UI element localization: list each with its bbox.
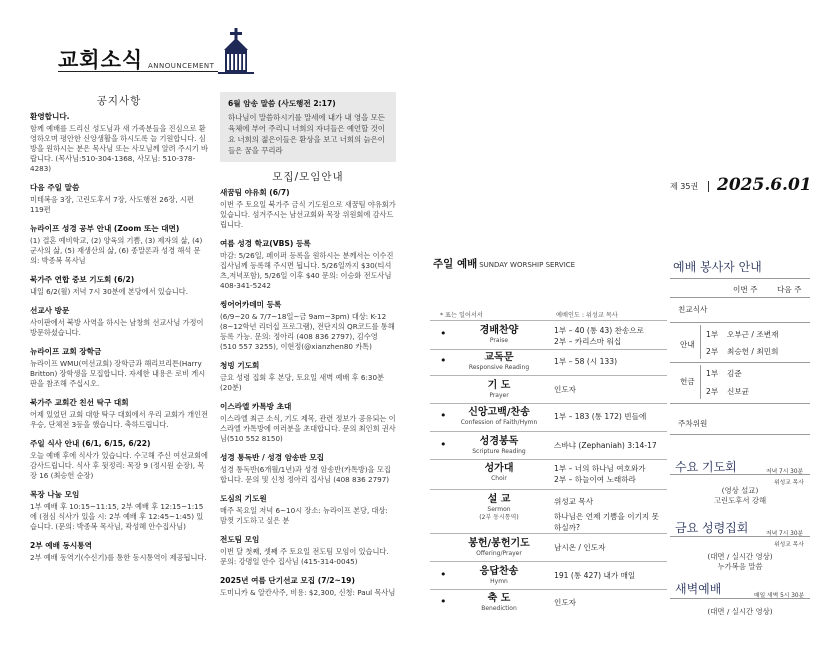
worship-title-ko: 주일 예배 xyxy=(433,258,478,270)
notice-title: 목장 나눔 모임 xyxy=(30,490,80,499)
gathering-body: 이스라엘 최근 소식, 기도 제목, 관련 정보가 공유되는 이스라엘 카톡방에 여러분을 초대합니다. 문의 최인희 권사님(510 552 8150) xyxy=(220,414,396,443)
gathering-body: 매주 목요일 저녁 6~10시 장소: 뉴라이프 본당, 대상: 맘껏 기도하고 싶은 분 xyxy=(220,506,388,525)
worship-item-value: 1부 – 183 (통 172) 빈들에 xyxy=(554,412,647,421)
memory-verse-box xyxy=(220,92,396,162)
page-subtitle: ANNOUNCEMENT xyxy=(148,62,215,70)
worship-item-ko: 성경봉독 xyxy=(479,436,519,447)
divider xyxy=(430,320,667,321)
divider xyxy=(700,325,701,359)
prayer-time: 저녁 7시 30분 xyxy=(766,469,804,475)
worship-item-en: Confession of Faith/Hymn xyxy=(460,419,538,426)
notice-title: 환영합니다. xyxy=(30,112,70,121)
notice-item xyxy=(30,347,208,389)
notice-body: 내일 6/2(월) 저녁 7시 30분에 본당에서 있습니다. xyxy=(30,287,188,296)
divider xyxy=(430,533,667,534)
header-rule xyxy=(58,71,218,72)
notice-title: 뉴라이프 성경 공부 안내 (Zoom 또는 대면) xyxy=(30,224,180,233)
prayer-title: 금요 성령집회 xyxy=(675,521,749,535)
worship-item-value: 2부 – 카리스마 워십 xyxy=(554,337,622,346)
notice-body: 함께 예배를 드리신 성도님과 새 가족분들을 진심으로 환영하오며 평안한 신앙생활을 하시도록 늘 기원합니다. 심방을 원하시는 분은 목사님 또는 사모님께 알려 주시기 바랍니다. (목사님:510-304-1368, 사모님: 510-378-4283) xyxy=(30,124,208,173)
notice-body: 어제 있었던 교회 대항 탁구 대회에서 우리 교회가 개인전 우승, 단체전 3등을 했습니다. 축하드립니다. xyxy=(30,410,208,429)
notice-body: 뉴라이프 WMU(여선교회) 장학금과 해리브리튼(Harry Britton) 장학생을 모집합니다. 자세한 내용은 로비 게시판을 참조해 주십시오. xyxy=(30,359,206,388)
notice-item xyxy=(30,112,208,174)
worship-item-ko: 봉헌/봉헌기도 xyxy=(468,538,530,549)
worship-item-en: Sermon xyxy=(487,506,511,513)
gathering-title: 성경 통독반 / 성경 암송반 모집 xyxy=(220,453,325,462)
divider xyxy=(670,598,810,599)
gathering-item xyxy=(220,239,396,291)
stand-bullet: • xyxy=(440,327,447,340)
prayer-note: (대면 / 실시간 영상) xyxy=(707,552,773,561)
usher-this: 최승헌 / 최민희 xyxy=(727,347,779,356)
gatherings-column xyxy=(220,92,396,607)
notice-item xyxy=(30,183,208,215)
gathering-body: 도미니카 & 알칸사주, 비용: $2,300, 신청: Paul 목사님 xyxy=(220,588,396,597)
usher-this: 오부근 / 조변재 xyxy=(727,330,779,339)
gathering-item xyxy=(220,494,396,526)
issue-number: 제 35권 xyxy=(670,182,699,191)
notice-title: 선교사 방문 xyxy=(30,306,70,315)
verse-body: 하나님이 말씀하시기를 말세에 내가 내 영을 모든 육체에 부어 주리니 너희의 자녀들은 예언할 것이요 너희의 젊은이들은 환상을 보고 너희의 늙은이들은 꿈을 꾸리라 xyxy=(228,113,385,155)
usher-label: 안내 xyxy=(680,340,695,349)
worship-item-ko: 축 도 xyxy=(487,593,511,604)
divider xyxy=(670,536,810,537)
greeters-label: 친교식사 xyxy=(678,305,708,314)
gathering-item xyxy=(220,188,396,230)
col-next-week: 다음 주 xyxy=(777,285,802,294)
notice-body: 미테복음 3장, 고린도후서 7장, 사도행전 26장, 시편 119편 xyxy=(30,195,194,214)
worship-item-value: 1부 – 58 (시 133) xyxy=(554,357,618,366)
worship-item-en: Hymn xyxy=(490,578,508,585)
gathering-body: 금요 성령 집회 후 본당, 토요일 새벽 예배 후 6:30분 (20분) xyxy=(220,373,384,392)
prayer-title: 새벽예배 xyxy=(675,582,722,596)
notice-title: 북가주 교회간 친선 탁구 대회 xyxy=(30,398,129,407)
gathering-title: 2025년 여름 단기선교 모집 (7/2~19) xyxy=(220,576,355,585)
gathering-title: 청빙 기도회 xyxy=(220,361,260,370)
notice-title: 뉴라이프 교회 장학금 xyxy=(30,347,102,356)
divider xyxy=(430,403,667,404)
worship-item-extra: (2부 동시통역) xyxy=(479,514,519,521)
worship-item-ko: 교독문 xyxy=(484,352,514,363)
divider xyxy=(430,349,667,350)
notice-item xyxy=(30,224,208,266)
worship-item-ko: 설 교 xyxy=(487,494,511,505)
worship-title-en: SUNDAY WORSHIP SERVICE xyxy=(479,261,576,269)
divider xyxy=(670,362,810,363)
worship-item-ko: 응답찬송 xyxy=(479,566,519,577)
servers-title: 예배 봉사자 안내 xyxy=(673,260,762,274)
worship-leader-note: 예배인도 : 위성교 목사 xyxy=(556,312,618,319)
offering-this: 김준 xyxy=(727,369,742,378)
gathering-body: 이번 주 토요일 북가주 금식 기도원으로 새꿈팀 야유회가 있습니다. 섬겨주시는 남선교회와 목장 위원회에 감사드립니다. xyxy=(220,200,396,229)
worship-item-en: Scripture Reading xyxy=(472,448,526,455)
stand-bullet: • xyxy=(440,354,447,367)
notice-item xyxy=(30,541,208,563)
notice-item xyxy=(30,398,208,430)
gathering-item xyxy=(220,300,396,352)
col-this-week: 이번 주 xyxy=(733,285,758,294)
divider xyxy=(430,375,667,376)
divider xyxy=(430,459,667,460)
usher-part: 1부 xyxy=(706,330,719,339)
offering-this: 신보균 xyxy=(727,387,750,396)
worship-item-ko: 기 도 xyxy=(487,380,511,391)
gathering-title: 씽어어카데미 등록 xyxy=(220,300,282,309)
verse-title: 6월 암송 말씀 (사도행전 2:17) xyxy=(228,99,336,108)
stand-bullet: • xyxy=(440,568,447,581)
notice-body: 오늘 예배 후에 식사가 있습니다. 수고해 주신 여선교회에 감사드립니다. 식사 후 뒷정리: 목장 9 (정시원 순장), 목장 16 (최승헌 순장) xyxy=(30,451,208,480)
prayer-note: (대면 / 실시간 영상) xyxy=(707,607,773,616)
notice-title: 다음 주일 말씀 xyxy=(30,183,80,192)
sermon-title: 하나님은 언제 기쁨을 이기지 못하실까? xyxy=(554,512,660,532)
issue-date: 2025.6.01 xyxy=(717,175,812,195)
worship-item-en: Responsive Reading xyxy=(468,364,530,371)
divider xyxy=(670,278,810,279)
notices-heading: 공지사항 xyxy=(96,95,142,107)
worship-item-value: 1부 – 40 (통 43) 찬송으로 xyxy=(554,326,644,335)
notice-body: 1부 예배 후 10:15~11:15, 2부 예배 후 12:15~1:15에 (점심 식사가 있을 시: 2부 예배 후 12:45~1:45) 있습니다. (문의: 박종복 목사님, 곽성혜 안수집사님) xyxy=(30,502,204,531)
divider xyxy=(430,489,667,490)
divider xyxy=(430,589,667,590)
notice-item xyxy=(30,439,208,481)
notice-body: 2부 예배 동역기(수신기)를 통한 동시통역이 제공됩니다. xyxy=(30,553,207,562)
worship-item-value: 인도자 xyxy=(554,598,577,607)
worship-note-left: * 표는 일어서서 xyxy=(440,312,483,319)
gathering-title: 도심의 기도원 xyxy=(220,494,267,503)
gathering-title: 새꿈팀 야유회 (6/7) xyxy=(220,188,290,197)
page-title: 교회소식 xyxy=(58,48,144,72)
divider xyxy=(670,297,810,298)
prayer-time: 저녁 7시 30분 xyxy=(766,531,804,537)
divider xyxy=(670,434,810,435)
parking-label: 주차위원 xyxy=(678,419,708,428)
prayer-note: (영상 설교) xyxy=(721,486,759,495)
gathering-body: 성경 통독반(6개월/1년)과 성경 암송반(카톡방)을 모집합니다. 문의 및 신청 정아리 집사님 (408 836 2797) xyxy=(220,465,391,484)
gathering-body: 마감: 5/26일, 페이퍼 등록을 원하시는 분께서는 이수진 집사님께 등록해 주시면 됩니다. 5/26일까지 $30(티셔츠,저녁포함), 5/26일 이후 $40 문의: 이승화 전도사님 408-341-5242 xyxy=(220,251,394,290)
divider xyxy=(670,403,810,404)
gathering-body: 이번 달 첫째, 셋째 주 토요일 전도팀 모임이 있습니다. 문의: 강명일 안수 집사님 (415-314-0045) xyxy=(220,547,389,566)
offering-part: 1부 xyxy=(706,369,719,378)
prayer-time: 매일 새벽 5시 30분 xyxy=(754,593,805,599)
gathering-body: (6/9~20 & 7/7~18일~금 9am~3pm) 대상: K-12 (8~12학년 리더십 프로그램), 전단지의 QR코드를 통해 등록 가능. 문의: 정아리 (408 836 2797), 김수영 (510 557 3255), 이현정(@xianzhen80 카톡) xyxy=(220,312,395,351)
notice-title: 북가주 연합 중보 기도회 (6/2) xyxy=(30,275,135,284)
worship-item-value: 인도자 xyxy=(554,385,577,394)
church-icon xyxy=(218,28,254,74)
notices-column xyxy=(30,96,208,572)
notice-item xyxy=(30,275,208,297)
gathering-item xyxy=(220,361,396,393)
divider xyxy=(430,561,667,562)
issue-divider xyxy=(708,181,709,192)
stand-bullet: • xyxy=(440,409,447,422)
worship-item-en: Benediction xyxy=(481,605,517,612)
gathering-title: 전도팀 모임 xyxy=(220,535,260,544)
gathering-item xyxy=(220,535,396,567)
notice-item xyxy=(30,490,208,532)
divider xyxy=(670,474,810,475)
stand-bullet: • xyxy=(440,438,447,451)
divider xyxy=(670,322,810,323)
prayer-leader: 위성교 목사 xyxy=(774,480,804,486)
notice-body: 사이판에서 북방 사역을 하시는 남창희 선교사님 가정이 방문하셨습니다. xyxy=(30,318,204,337)
worship-item-ko: 성가대 xyxy=(484,463,514,474)
worship-item-en: Prayer xyxy=(489,392,509,399)
gathering-item xyxy=(220,453,396,485)
prayer-topic: 누가복음 말씀 xyxy=(717,562,763,571)
divider xyxy=(700,365,701,399)
gathering-item xyxy=(220,576,396,598)
worship-item-ko: 경배찬양 xyxy=(479,325,519,336)
prayer-topic: 고린도후서 강해 xyxy=(713,496,767,505)
divider xyxy=(430,431,667,432)
worship-item-en: Praise xyxy=(489,337,509,344)
prayer-leader: 위성교 목사 xyxy=(774,542,804,548)
stand-bullet: • xyxy=(440,595,447,608)
notice-title: 2부 예배 동시통역 xyxy=(30,541,92,550)
worship-item-ko: 신앙고백/찬송 xyxy=(468,407,530,418)
worship-item-value: 위성교 목사 xyxy=(554,497,594,506)
worship-item-value: 스바냐 (Zephaniah) 3:14-17 xyxy=(554,441,657,450)
worship-item-value: 2부 – 하늘이여 노래하라 xyxy=(554,475,636,484)
gatherings-heading: 모집/모임안내 xyxy=(272,171,344,183)
gathering-title: 여름 성경 학교(VBS) 등록 xyxy=(220,239,311,248)
worship-item-value: 남시온 / 인도자 xyxy=(554,543,606,552)
prayer-title: 수요 기도회 xyxy=(675,460,737,474)
gathering-title: 이스라엘 카톡방 초대 xyxy=(220,402,292,411)
notice-body: (1) 결혼 예비학교, (2) 양육의 기쁨, (3) 제자의 삶, (4) 군사의 삶, (5) 재생산의 삶, (6) 종말론과 성경 해석 문의: 박종복 목사님 xyxy=(30,236,203,265)
notice-item xyxy=(30,306,208,338)
gathering-item xyxy=(220,402,396,444)
notice-title: 주일 식사 안내 (6/1, 6/15, 6/22) xyxy=(30,439,151,448)
worship-item-value: 191 (통 427) 내가 매일 xyxy=(554,571,636,580)
offering-label: 헌금 xyxy=(680,377,695,386)
worship-title xyxy=(433,256,575,271)
offering-part: 2부 xyxy=(706,387,719,396)
worship-item-value: 1부 – 너의 하나님 여호와가 xyxy=(554,464,646,473)
worship-item-en: Offering/Prayer xyxy=(476,550,522,557)
usher-part: 2부 xyxy=(706,347,719,356)
worship-item-en: Choir xyxy=(491,475,507,482)
